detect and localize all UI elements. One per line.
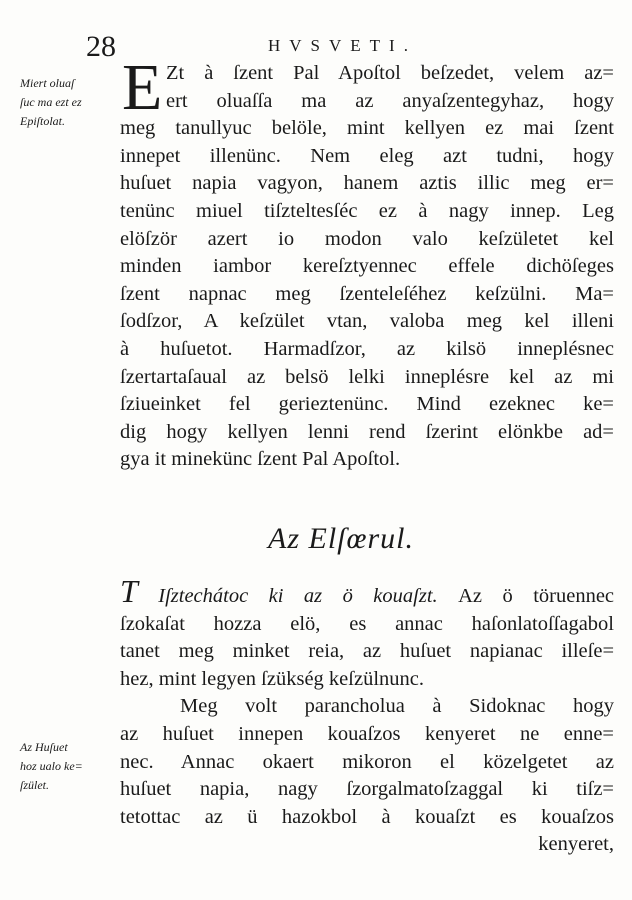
text-line: ert oluaſſa ma az anyaſzentegyhaz, hogy bbox=[166, 89, 614, 112]
catchword: kenyeret, bbox=[538, 833, 614, 856]
text-line: huſuet napia, nagy ſzorgalmatoſzaggal ki tiſz= bbox=[120, 778, 614, 801]
text-line: tetottac az ü hazokbol à kouaſzt es kouaſzos bbox=[120, 805, 614, 828]
quoted-verse: Iſztechátoc ki az ö kouaſzt. bbox=[158, 585, 438, 607]
margin-note-line: ſuc ma ezt ez bbox=[20, 95, 82, 109]
text-line: innepet illenünc. Nem eleg azt tudni, hogy bbox=[120, 144, 614, 167]
text-line: az huſuet innepen kouaſzos kenyeret ne enne= bbox=[120, 722, 614, 745]
text-line bbox=[120, 573, 615, 611]
text-line: Meg volt parancholua à Sidoknac hogy bbox=[180, 695, 614, 718]
text-line: gya it minekünc ſzent Pal Apoſtol. bbox=[120, 448, 401, 471]
margin-note-line: ſzület. bbox=[20, 778, 49, 792]
text-line: ſzokaſat hozza elö, es annac haſonlatoſſagabol bbox=[120, 612, 614, 635]
text-line: à huſuetot. Harmadſzor, az kilsö inneplésnec bbox=[120, 337, 614, 360]
text-line: huſuet napia vagyon, hanem aztis illic meg er= bbox=[120, 172, 614, 195]
text-line: tenünc miuel tiſzteltesſéc ez à nagy innep. Leg bbox=[120, 199, 614, 222]
text-line: tanet meg minket reia, az huſuet napianac illeſe= bbox=[120, 640, 614, 663]
text-line: Zt à ſzent Pal Apoſtol beſzedet, velem az= bbox=[166, 62, 614, 84]
text-line: ſodſzor, A keſzület vtan, valoba meg kel illeni bbox=[120, 310, 614, 333]
page-number: 28 bbox=[86, 30, 116, 63]
margin-note-line: Epiſtolat. bbox=[20, 114, 65, 128]
text-line: elöſzör azert io modon valo keſzületet kel bbox=[120, 227, 614, 250]
margin-note-line: hoz ualo ke= bbox=[20, 759, 83, 773]
initial-letter: T bbox=[120, 573, 138, 609]
text-line: hez, mint legyen ſzükség keſzülnunc. bbox=[120, 667, 424, 690]
text-line: minden iambor kereſztyennec effele dichöſeges bbox=[120, 255, 614, 278]
text-line: ſziueinket fel gerieztenünc. Mind ezeknec ke= bbox=[120, 393, 614, 416]
text-line: meg tanullyuc belöle, mint kellyen ez mai ſzent bbox=[120, 117, 614, 140]
margin-note-1 bbox=[20, 74, 120, 131]
text-fragment: Az ö töruennec bbox=[458, 585, 615, 607]
margin-note-2 bbox=[20, 738, 120, 795]
margin-note-line: Miert oluaſ bbox=[20, 76, 75, 90]
text-line: nec. Annac okaert mikoron el közelgetet az bbox=[120, 750, 614, 773]
section-heading: Az Elſœrul. bbox=[268, 522, 415, 555]
text-line: dig hogy kellyen lenni rend ſzerint elönkbe ad= bbox=[120, 420, 614, 443]
running-title: HVSVETI. bbox=[268, 36, 417, 55]
passage bbox=[120, 573, 615, 859]
drop-cap: E bbox=[122, 51, 163, 124]
intro-paragraph bbox=[120, 51, 614, 474]
text-line: ſzent napnac meg ſzenteleſéhez keſzülni. Ma= bbox=[120, 282, 614, 305]
text-line: ſzertartaſaual az belsö lelki inneplésre kel az mi bbox=[120, 365, 614, 388]
margin-note-line: Az Huſuet bbox=[20, 740, 68, 754]
